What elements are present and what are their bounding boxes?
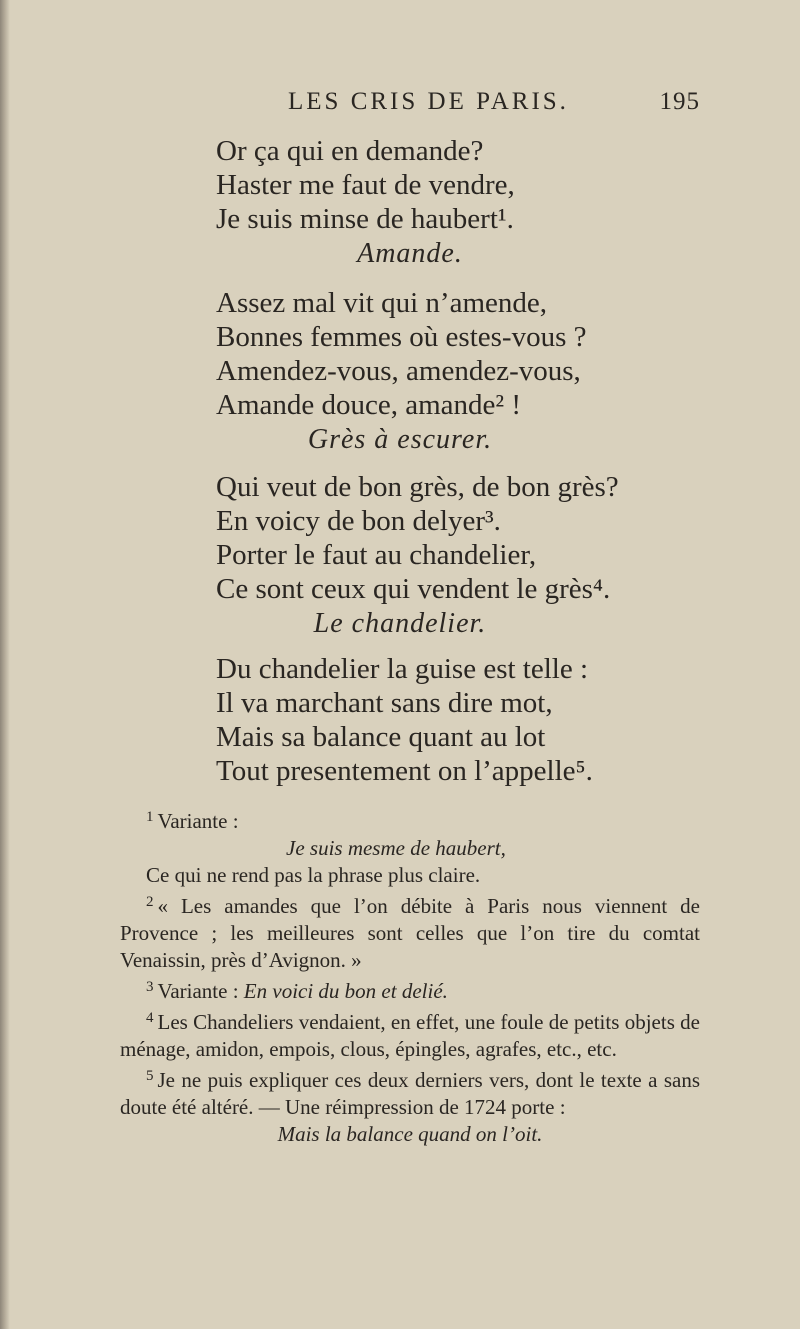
verse-line: Or ça qui en demande? [216,135,484,167]
footnote-quote: En voici du bon et delié. [243,979,448,1003]
verse-line: Mais sa balance quant au lot [216,721,546,753]
stanza-chandelier [216,652,696,788]
footnote-marker: 1 [146,809,154,825]
footnote-1-comment: Ce qui ne rend pas la phrase plus claire. [146,863,481,887]
verse-line: Porter le faut au chandelier, [216,539,537,571]
footnote-1-quote: Je suis mesme de haubert, [286,836,506,860]
verse-line: Il va marchant sans dire mot, [216,687,553,719]
verse-line: Du chandelier la guise est telle : [216,653,589,685]
footnote-4 [120,1005,700,1063]
verse-line: En voicy de bon delyer³. [216,505,501,537]
section-title-amande: Amande. [357,238,463,269]
footnote-text: « Les amandes que l’on débite à Paris nous viennent de Provence ; les meilleures sont celles que l’on tire du comtat Venaissin, près d’Avignon. » [120,894,700,972]
stanza-opening [216,134,696,236]
verse-line: Je suis minse de haubert¹. [216,203,514,235]
section-title-gres: Grès à escurer. [307,424,493,455]
verse-line: Amendez-vous, amendez-vous, [216,355,581,387]
verse-line: Tout presentement on l’appelle⁵. [216,755,593,787]
verse-line: Haster me faut de vendre, [216,169,515,201]
footnote-5-quote: Mais la balance quand on l’oit. [277,1122,543,1146]
footnote-2 [120,889,700,974]
footnote-text: Je ne puis expliquer ces deux derniers vers, dont le texte a sans doute été altéré. — Une réimpression de 1724 porte : [120,1068,700,1119]
footnote-marker: 3 [146,979,154,995]
verse-line: Ce sont ceux qui vendent le grès⁴. [216,573,611,605]
stanza-amande [216,286,696,422]
footnote-1 [120,804,700,835]
verse-line: Qui veut de bon grès, de bon grès? [216,471,619,503]
verse-line: Assez mal vit qui n’amende, [216,287,547,319]
verse-line: Bonnes femmes où estes-vous ? [216,321,587,353]
footnote-3 [120,974,700,1005]
footnote-marker: 5 [146,1068,154,1084]
verse-line: Amande douce, amande² ! [216,389,522,421]
footnote-label: Variante : [157,809,239,833]
section-title-chandelier: Le chandelier. [313,608,487,639]
page-number: 195 [659,88,700,115]
footnote-label: Variante : [157,979,239,1003]
footnote-5 [120,1063,700,1121]
stanza-gres [216,470,696,606]
footnote-marker: 4 [146,1010,154,1026]
footnote-text: Les Chandeliers vendaient, en effet, une foule de petits objets de ménage, amidon, empois, clous, épingles, agrafes, etc., etc. [120,1010,700,1061]
footnote-marker: 2 [146,894,154,910]
footnotes [120,804,700,1148]
running-title: LES CRIS DE PARIS. [288,88,569,115]
running-header [288,88,700,116]
